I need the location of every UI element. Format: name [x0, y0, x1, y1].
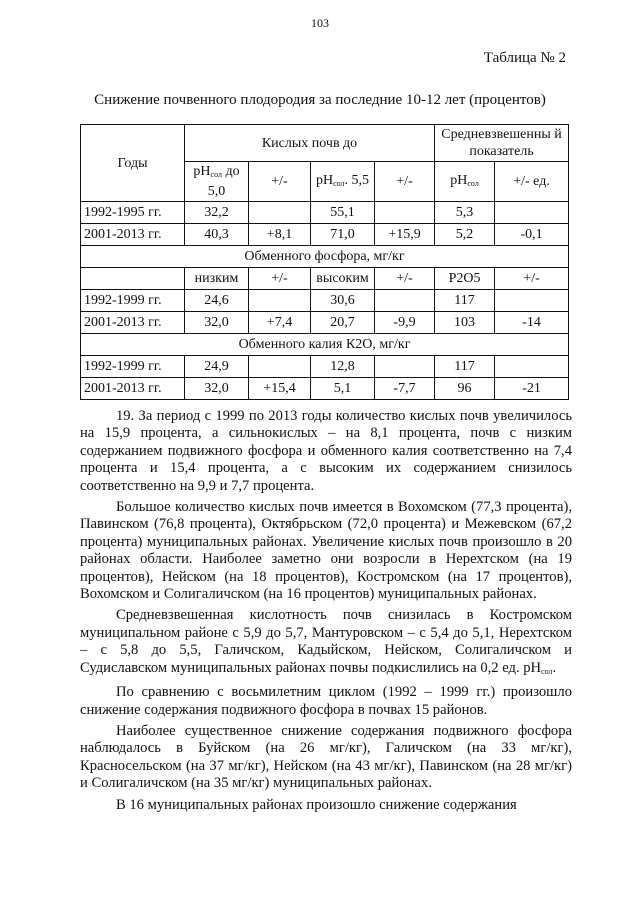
header-acid-soils: Кислых почв до [185, 125, 435, 162]
paragraph-19: 19. За период с 1999 по 2013 годы количество кислых почв увеличилось на 15,9 процента, а сильнокислых – на 8,1 процента, почв с низким содержанием подвижного фосфора и обменного калия соответственно на 7,4 процента и 15,4 процента, а с высоким их содержанием снизилось соответственно на 9,9 и 7,7 процента. [80, 408, 572, 494]
header-weighted-avg: Средневзвешенны й показатель [435, 125, 569, 162]
section-row-phosphorus: Обменного фосфора, мг/кг [81, 246, 569, 268]
table-title: Снижение почвенного плодородия за последние 10-12 лет (процентов) [94, 92, 546, 108]
paragraph-comparison: По сравнению с восьмилетним циклом (1992 – 1999 гг.) произошло снижение содержания подвижного фосфора в почвах 15 районов. [80, 684, 572, 718]
table-row: 1992-1999 гг. 24,6 30,6 117 [81, 290, 569, 312]
header-ph: $pH_{сол}$ [435, 162, 495, 202]
section-row-potassium: Обменного калия К2О, мг/кг [81, 334, 569, 356]
paragraph-weighted-acidity: Средневзвешенная кислотность почв снизилась в Костромском муниципальном районе с 5,9 до 5,7, Мантуровском – с 5,4 до 5,1, Нерехтском – с 5,8 до 5,5, Галичском, Кадыйском, Нейском, Солигаличском и Судиславском муниципальных районах почвы подкислились на 0,2 ед. $pH_{сол}$. [80, 607, 572, 676]
table-header-row [81, 125, 569, 162]
soil-fertility-table [80, 124, 569, 400]
table-label: Таблица № 2 [483, 50, 566, 66]
paragraph-phosphorus-decline: Наиболее существенное снижение содержания подвижного фосфора наблюдалось в Буйском (на 26 мг/кг), Галичском (на 33 мг/кг), Красносельском (на 37 мг/кг), Нейском (на 43 мг/кг), Павинском (на 28 мг/кг) и Солигаличском (на 35 мг/кг) муниципальных районах. [80, 722, 572, 792]
header-years: Годы [81, 125, 185, 202]
phosphorus-header-row: низким +/- высоким +/- P2O5 +/- [81, 268, 569, 290]
header-ph-5-5: $pH_{сол}$. 5,5 [311, 162, 375, 202]
header-pm-1: +/- [249, 162, 311, 202]
table-row: 2001-2013 гг. 40,3 +8,1 71,0 +15,9 5,2 -0,1 [81, 224, 569, 246]
paragraph-continuation: В 16 муниципальных районах произошло снижение содержания [116, 796, 517, 813]
page-number: 103 [311, 16, 329, 30]
paragraph-acid-districts: Большое количество кислых почв имеется в Вохомском (77,3 процента), Павинском (76,8 процента), Октябрьском (72,0 процента) и Межевском (67,2 процента) муниципальных районах. Увеличение кислых почв произошло в 20 районах области. Наиболее заметно они возросли в Нерехтском (на 19 процентов), Нейском (на 18 процентов), Костромском (на 17 процентов), Вохомском и Солигаличском (на 16 процентов) муниципальных районах. [80, 499, 572, 603]
header-ph-5-0: $pH_{сол}$ до 5,0 [185, 162, 249, 202]
body-text [80, 408, 572, 818]
table-row: 1992-1999 гг. 24,9 12,8 117 [81, 356, 569, 378]
header-pm-2: +/- [375, 162, 435, 202]
header-pm-units: +/- ед. [495, 162, 569, 202]
table-row: 2001-2013 гг. 32,0 +7,4 20,7 -9,9 103 -14 [81, 312, 569, 334]
table-row: 2001-2013 гг. 32,0 +15,4 5,1 -7,7 96 -21 [81, 378, 569, 400]
table-row: 1992-1995 гг. 32,2 55,1 5,3 [81, 202, 569, 224]
